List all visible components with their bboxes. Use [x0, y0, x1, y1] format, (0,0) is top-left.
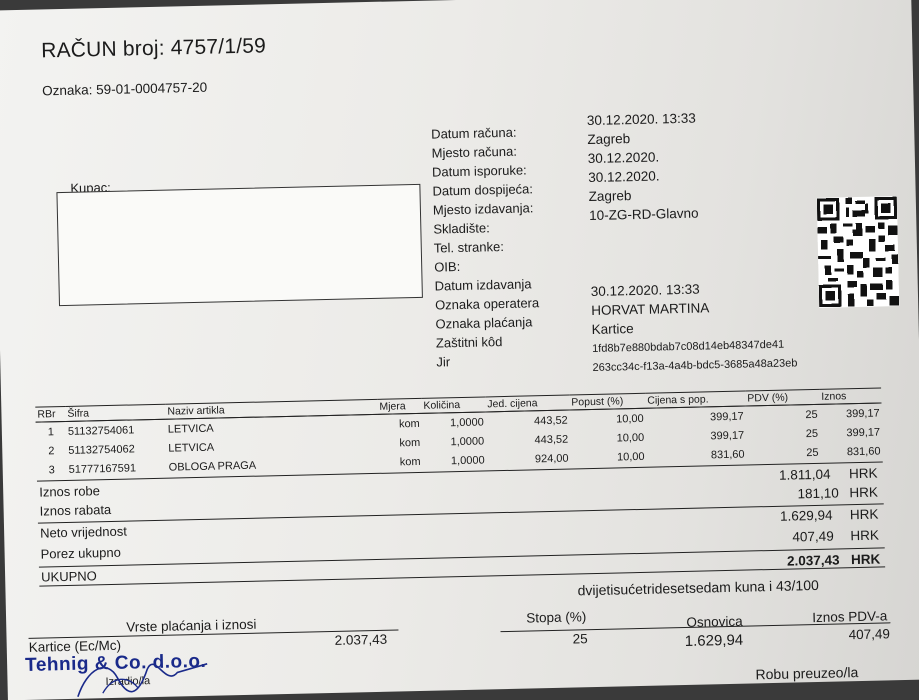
meta-label: Datum računa:: [431, 124, 517, 142]
divider: [38, 503, 884, 523]
cell: 25: [805, 427, 819, 440]
currency: HRK: [848, 465, 878, 482]
col-header: Količina: [421, 397, 485, 413]
customer-label: Kupac:: [70, 179, 111, 196]
cell: 10,00: [616, 450, 645, 463]
col-header: Mjera: [377, 398, 421, 414]
base-label: Osnovica: [686, 613, 743, 630]
created-by-label: Izradio/la: [105, 675, 151, 689]
total-label: UKUPNO: [40, 568, 97, 585]
meta-value: 30.12.2020.: [588, 168, 660, 186]
cell: 25: [805, 408, 818, 421]
cell: 1,0000: [450, 434, 485, 448]
rate-label: Stopa (%): [526, 609, 587, 626]
payment-method: Kartice (Ec/Mc): [28, 637, 122, 655]
items-table: [35, 387, 882, 479]
received-by-label: Robu preuzeo/la: [755, 664, 859, 683]
meta-label: Mjesto računa:: [431, 143, 518, 161]
cell: LETVICA: [168, 441, 215, 455]
cell: 1,0000: [449, 415, 484, 429]
col-header: Iznos: [819, 388, 881, 404]
discount-value: 181,10: [797, 485, 839, 502]
cell: 399,17: [709, 410, 744, 423]
gross-value: 1.811,04: [778, 466, 831, 483]
cell: 51132754061: [67, 423, 135, 438]
currency: HRK: [850, 527, 880, 544]
cell: 443,52: [533, 414, 568, 427]
cell: 399,17: [845, 406, 880, 420]
col-header: Cijena s pop.: [645, 391, 745, 408]
meta-label: Skladište:: [433, 220, 490, 237]
vat-value: 407,49: [848, 626, 891, 643]
meta-labels: [431, 122, 541, 371]
meta-label: Tel. stranke:: [433, 238, 505, 256]
meta-value: Kartice: [591, 321, 634, 338]
cell: 1,0000: [450, 453, 485, 467]
discount-label: Iznos rabata: [39, 501, 112, 519]
meta-label: Jir: [436, 354, 451, 370]
meta-label: Datum isporuke:: [431, 162, 527, 180]
qr-code-icon: [817, 196, 899, 308]
divider: [39, 544, 885, 567]
net-value: 1.629,94: [779, 507, 833, 524]
payment-amount: 2.037,43: [334, 631, 388, 648]
col-header: RBr: [35, 406, 65, 422]
amount-in-words: dvijetisućetridesetsedam kuna i 43/100: [577, 576, 819, 599]
cell: 924,00: [534, 452, 569, 465]
col-header: Naziv artikla: [165, 399, 377, 419]
base-value: 1.629,94: [684, 631, 744, 650]
meta-label: Zaštitni kôd: [435, 334, 503, 351]
cell: kom: [399, 436, 421, 449]
meta-value: 30.12.2020. 13:33: [586, 110, 696, 129]
col-header: Šifra: [65, 404, 165, 421]
signature-icon: [47, 646, 218, 700]
cell: 1: [47, 425, 55, 438]
invoice-title: RAČUN broj: 4757/1/59: [40, 34, 267, 63]
meta-value: 1fd8b7e880bdab7c08d14eb48347de41: [591, 338, 785, 356]
rate-value: 25: [572, 631, 588, 647]
cell: OBLOGA PRAGA: [168, 459, 257, 474]
cell: 51132754062: [68, 442, 135, 457]
customer-box: [56, 184, 422, 306]
meta-label: Oznaka plaćanja: [435, 314, 533, 332]
vat-label: Iznos PDV-a: [812, 608, 888, 626]
meta-value: 10-ZG-RD-Glavno: [588, 205, 699, 224]
invoice-code: Oznaka: 59-01-0004757-20: [41, 79, 208, 99]
cell: 25: [806, 446, 819, 459]
company-stamp: Tehnig & Co. d.o.o.: [24, 650, 207, 676]
cell: 10,00: [616, 412, 644, 425]
meta-values: [587, 106, 798, 377]
col-header: PDV (%): [745, 389, 819, 406]
cell: kom: [399, 455, 421, 468]
cell: 831,60: [846, 444, 881, 458]
meta-value: 30.12.2020.: [587, 149, 660, 167]
meta-label: OIB:: [434, 258, 461, 275]
currency: HRK: [849, 506, 879, 523]
cell: 10,00: [616, 431, 645, 444]
tax-total-value: 407,49: [792, 528, 834, 545]
meta-value: Zagreb: [588, 188, 632, 205]
meta-label: Datum dospijeća:: [432, 181, 534, 199]
cell: 51777167591: [68, 461, 137, 476]
total-value: 2.037,43: [786, 552, 840, 569]
meta-value: Zagreb: [587, 131, 631, 148]
gross-label: Iznos robe: [39, 483, 101, 500]
cell: 3: [48, 463, 55, 476]
cell: 443,52: [534, 433, 569, 446]
cell: kom: [398, 417, 420, 430]
meta-value: HORVAT MARTINA: [591, 300, 710, 319]
net-label: Neto vrijednost: [39, 523, 128, 541]
cell: 831,60: [710, 448, 745, 461]
currency: HRK: [850, 551, 881, 568]
meta-label: Datum izdavanja: [434, 276, 532, 294]
meta-label: Mjesto izdavanja:: [432, 200, 534, 218]
cell: 2: [48, 444, 55, 457]
meta-label: Oznaka operatera: [434, 295, 540, 313]
cell: 399,17: [846, 425, 881, 439]
col-header: Popust (%): [569, 393, 645, 410]
cell: 399,17: [710, 429, 745, 442]
col-header: Jed. cijena: [485, 395, 569, 412]
meta-value: [590, 239, 796, 282]
payments-heading: Vrste plaćanja i iznosi: [126, 616, 257, 635]
cell: LETVICA: [167, 422, 214, 436]
tax-total-label: Porez ukupno: [40, 544, 122, 562]
meta-value: 30.12.2020. 13:33: [590, 281, 700, 300]
meta-value: 263cc34c-f13a-4a4b-bdc5-3685a48a23eb: [592, 357, 798, 374]
currency: HRK: [849, 484, 879, 501]
